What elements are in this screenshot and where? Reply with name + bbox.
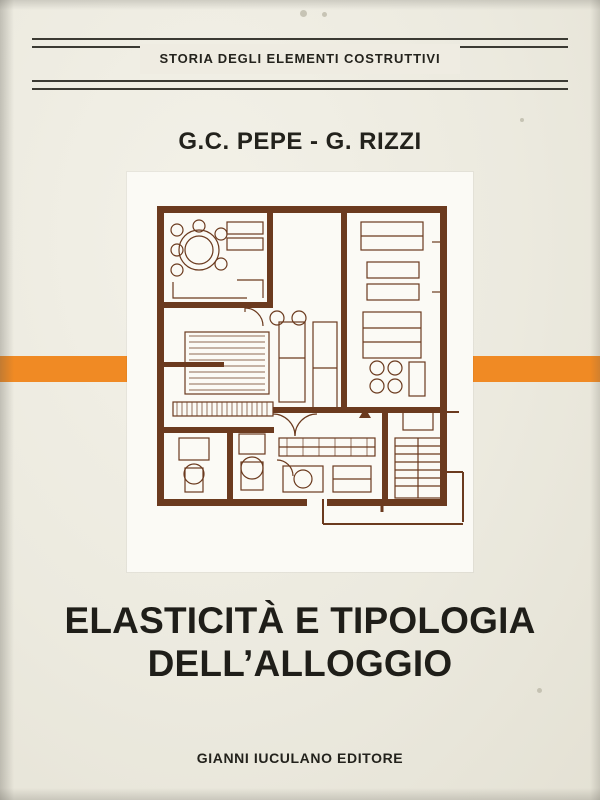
authors: G.C. PEPE - G. RIZZI	[178, 128, 422, 155]
scan-speck	[520, 118, 524, 122]
page-title	[16, 600, 584, 685]
page-edge-shadow-left	[0, 0, 14, 800]
title-line-1: ELASTICITÀ E TIPOLOGIA	[64, 600, 536, 641]
series-title: STORIA DEGLI ELEMENTI COSTRUTTIVI	[159, 51, 441, 66]
scan-speck	[322, 12, 327, 17]
series-rule-top-1	[32, 38, 568, 40]
series-rule-bottom-2	[32, 88, 568, 90]
scan-speck	[300, 10, 307, 17]
floor-plan-illustration	[127, 172, 473, 572]
publisher-name: GIANNI IUCULANO EDITORE	[196, 750, 404, 766]
series-rule-bottom-1	[32, 80, 568, 82]
scan-speck	[537, 688, 542, 693]
page-edge-shadow-top	[0, 0, 600, 10]
title-line-2: DELL’ALLOGGIO	[147, 642, 453, 684]
page-edge-shadow-bottom	[0, 788, 600, 800]
page-edge-shadow-right	[590, 0, 600, 800]
